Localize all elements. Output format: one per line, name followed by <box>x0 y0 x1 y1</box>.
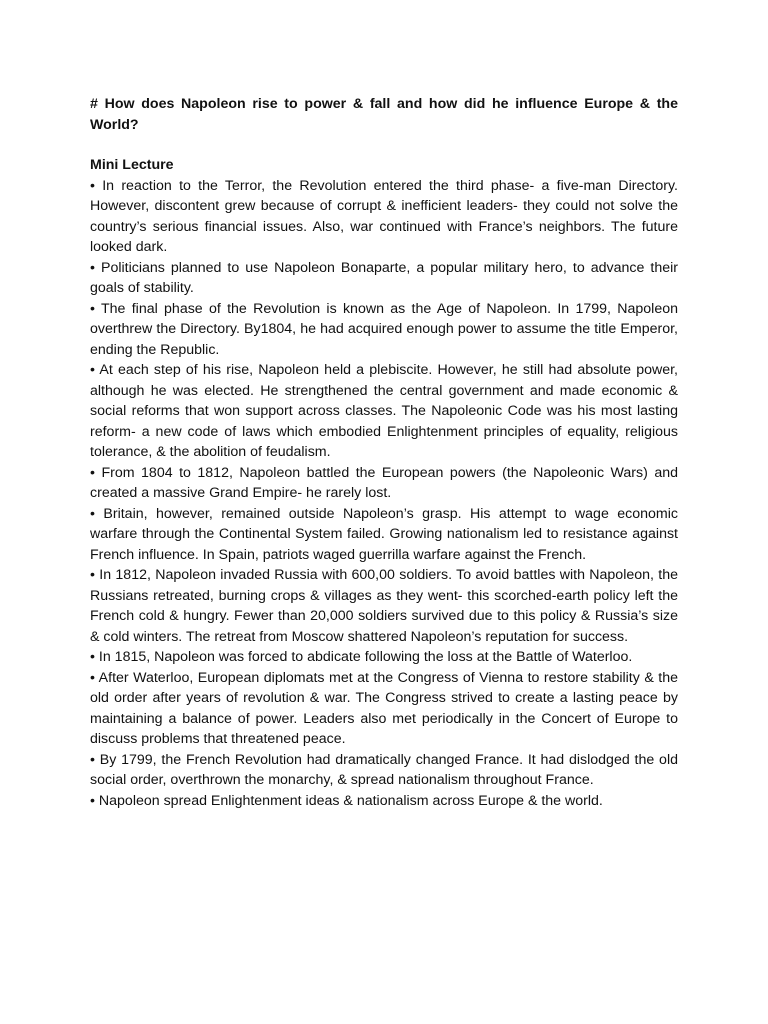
bullet-paragraph: • After Waterloo, European diplomats met at the Congress of Vienna to restore stability & the old order after years of revolution & war. The Congress strived to create a lasting peace by maintaining a balance of power. Leaders also met periodically in the Concert of Europe to discuss problems that threatened peace. <box>90 669 678 747</box>
bullet-paragraph: • Politicians planned to use Napoleon Bonaparte, a popular military hero, to advance their goals of stability. <box>90 259 678 296</box>
bullet-paragraph: • At each step of his rise, Napoleon held a plebiscite. However, he still had absolute power, although he was elected. He strengthened the central government and made economic & social reforms that won support across classes. The Napoleonic Code was his most lasting reform- a new code of laws which embodied Enlightenment principles of equality, religious tolerance, & the abolition of feudalism. <box>90 362 678 460</box>
bullet-paragraph: • In reaction to the Terror, the Revolution entered the third phase- a five-man Directory. However, discontent grew because of corrupt & inefficient leaders- they could not solve the country’s serious financial issues. Also, war continued with France’s neighbors. The future looked dark. <box>90 177 678 255</box>
section-title: Mini Lecture <box>90 157 174 173</box>
bullet-paragraph: • Napoleon spread Enlightenment ideas & nationalism across Europe & the world. <box>90 792 603 809</box>
bullet-paragraph: • Britain, however, remained outside Napoleon’s grasp. His attempt to wage economic warfare through the Continental System failed. Growing nationalism led to resistance against French influence. In Spain, patriots waged guerrilla warfare against the French. <box>90 505 678 563</box>
bullet-paragraph: • From 1804 to 1812, Napoleon battled the European powers (the Napoleonic Wars) and created a massive Grand Empire- he rarely lost. <box>90 464 678 501</box>
bullet-paragraph: • The final phase of the Revolution is known as the Age of Napoleon. In 1799, Napoleon overthrew the Directory. By1804, he had acquired enough power to assume the title Emperor, ending the Republic. <box>90 300 678 358</box>
document-page <box>90 94 678 811</box>
bullet-paragraph: • In 1812, Napoleon invaded Russia with 600,00 soldiers. To avoid battles with Napoleon, the Russians retreated, burning crops & villages as they went- this scorched-earth policy left the French cold & hungry. Fewer than 20,000 soldiers survived due to this policy & Russia’s size & cold winters. The retreat from Moscow shattered Napoleon’s reputation for success. <box>90 567 678 645</box>
bullet-paragraph: • In 1815, Napoleon was forced to abdicate following the loss at the Battle of Waterloo. <box>90 649 633 665</box>
page-title: # How does Napoleon rise to power & fall and how did he influence Europe & the World? <box>90 96 678 133</box>
bullet-paragraph: • By 1799, the French Revolution had dramatically changed France. It had dislodged the old social order, overthrown the monarchy, & spread nationalism throughout France. <box>90 751 678 788</box>
